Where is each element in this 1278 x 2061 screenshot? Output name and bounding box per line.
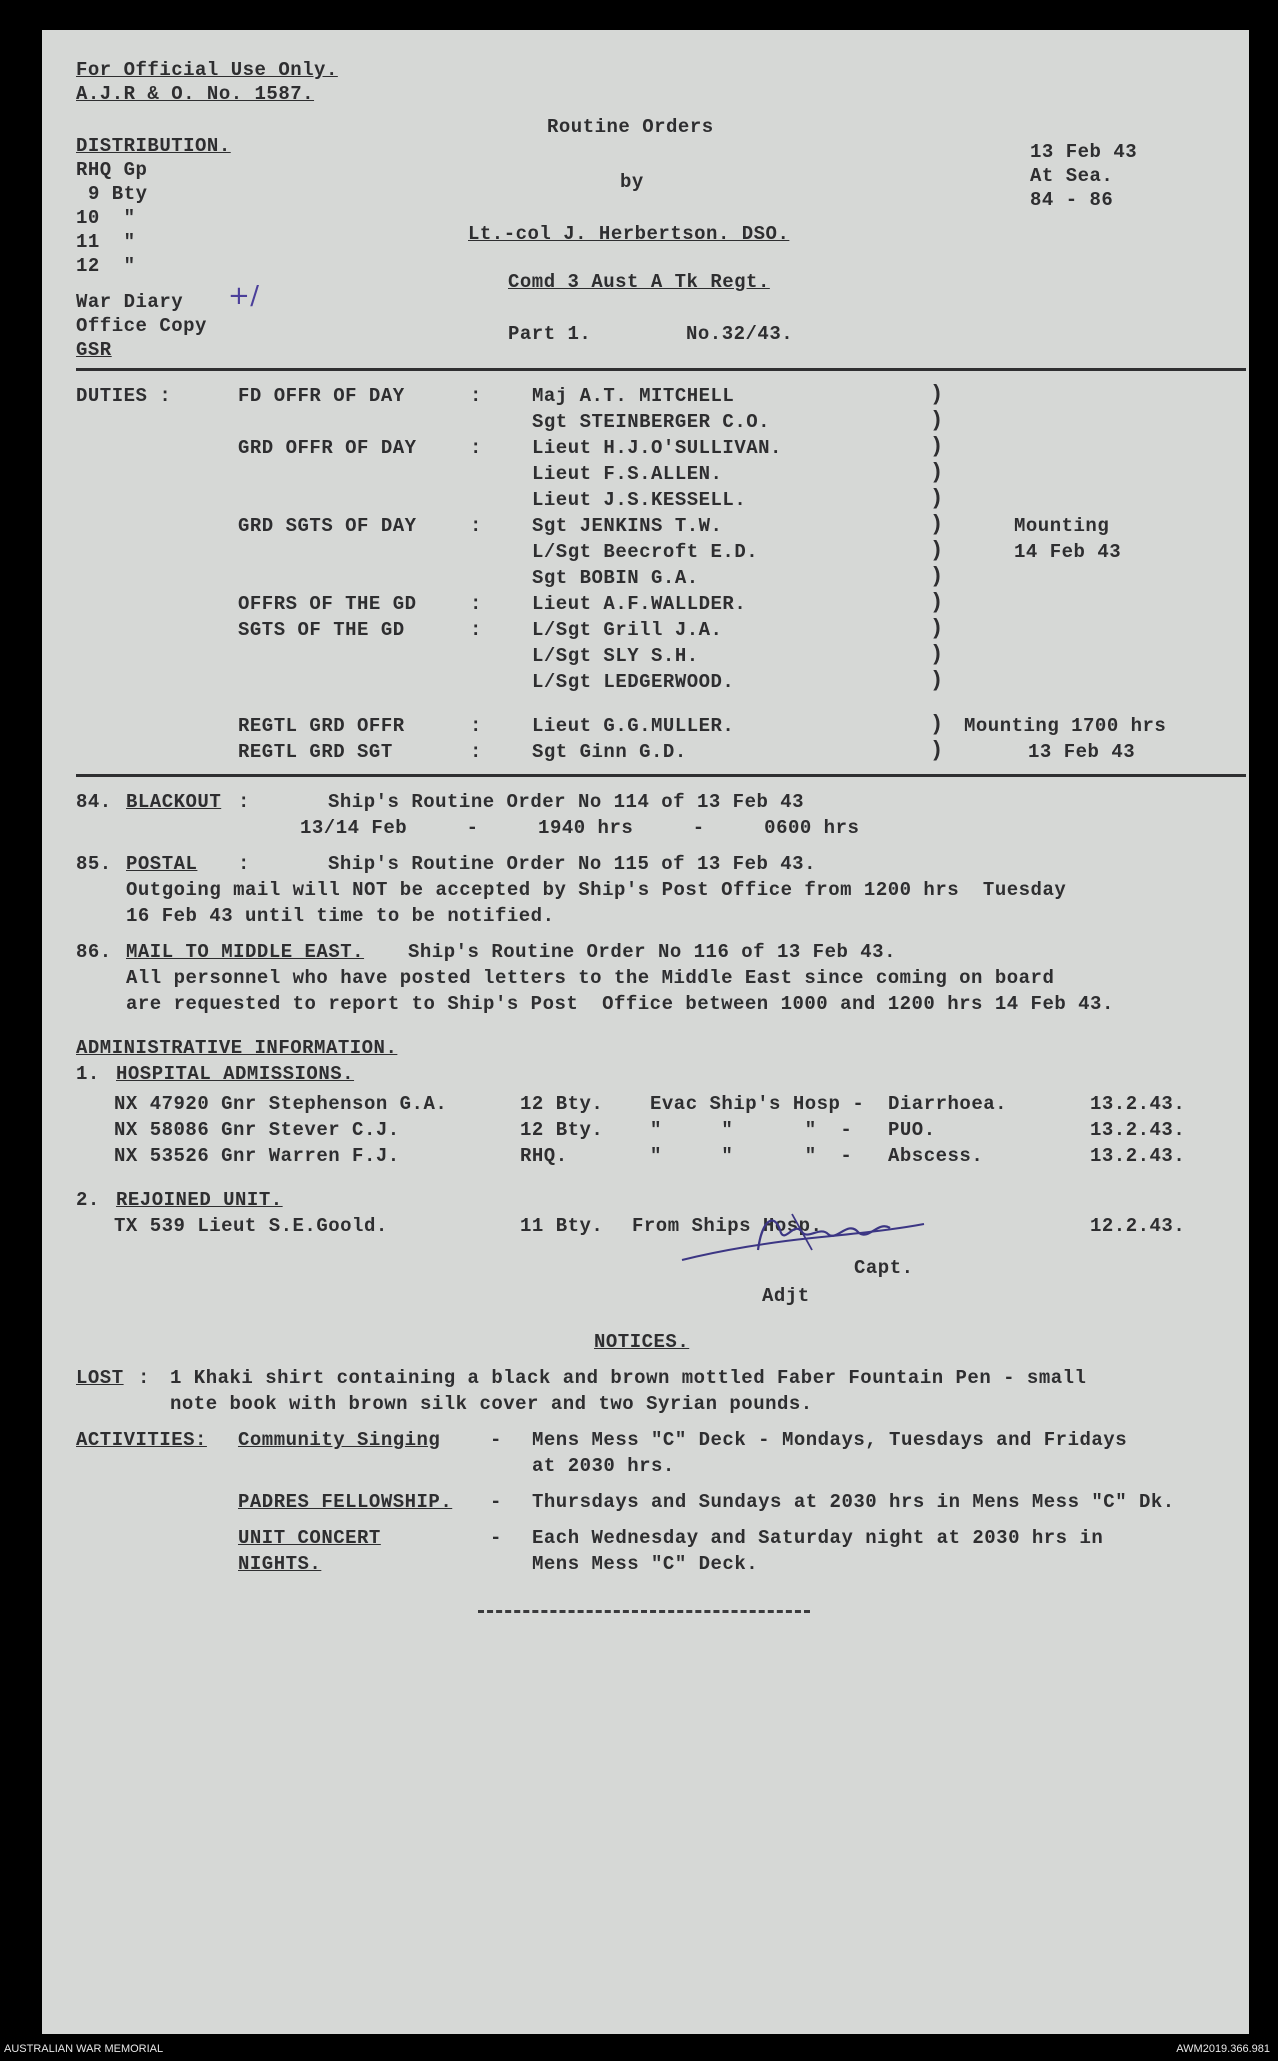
admin-row-reason: Abscess. xyxy=(888,1145,984,1167)
activity-line: Mens Mess "C" Deck. xyxy=(532,1553,759,1575)
commander-name: Lt.-col J. Herbertson. DSO. xyxy=(468,223,790,245)
regtl-name: Sgt Ginn G.D. xyxy=(532,741,687,763)
admin-row-id: NX 53526 Gnr Warren F.J. xyxy=(114,1145,400,1167)
admin-row-date: 13.2.43. xyxy=(1090,1093,1186,1115)
admin-section-num: 2. xyxy=(76,1189,100,1211)
activities-label: ACTIVITIES: xyxy=(76,1429,207,1451)
duty-name: Sgt STEINBERGER C.O. xyxy=(532,411,771,433)
distribution-item: 9 Bty xyxy=(88,183,148,205)
admin-row-unit: RHQ. xyxy=(520,1145,568,1167)
end-rule xyxy=(478,1610,810,1613)
activity-name: Community Singing xyxy=(238,1429,441,1451)
admin-row-unit: 12 Bty. xyxy=(520,1093,604,1115)
admin-row-where: From Ships Hosp. xyxy=(632,1215,823,1237)
admin-row-id: NX 58086 Gnr Stever C.J. xyxy=(114,1119,400,1141)
order-date: 13 Feb 43 xyxy=(1030,141,1138,163)
lost-line: note book with brown silk cover and two Syrian pounds. xyxy=(170,1393,813,1415)
duty-colon: : xyxy=(470,437,482,459)
regtl-colon: : xyxy=(470,741,482,763)
duty-name: Lieut J.S.KESSELL. xyxy=(532,489,747,511)
order-title: POSTAL xyxy=(126,853,198,875)
order-num: 85. xyxy=(76,853,112,875)
mounting-date: 14 Feb 43 xyxy=(1014,541,1122,563)
distribution-item: 11 " xyxy=(76,231,136,253)
activity-dash: - xyxy=(490,1491,502,1513)
admin-row-id: NX 47920 Gnr Stephenson G.A. xyxy=(114,1093,448,1115)
order-title: BLACKOUT xyxy=(126,791,222,813)
duty-name: L/Sgt Beecroft E.D. xyxy=(532,541,759,563)
footer-left: AUSTRALIAN WAR MEMORIAL xyxy=(4,2043,164,2055)
duty-name: Sgt JENKINS T.W. xyxy=(532,515,723,537)
admin-row-where: " " " - xyxy=(650,1145,853,1167)
duty-name: Lieut F.S.ALLEN. xyxy=(532,463,723,485)
part-label: Part 1. xyxy=(508,323,592,345)
activity-dash: - xyxy=(490,1527,502,1549)
header-rule xyxy=(76,368,1246,371)
activity-line: Mens Mess "C" Deck - Mondays, Tuesdays and Fridays xyxy=(532,1429,1128,1451)
handwritten-mark: +/ xyxy=(228,281,260,311)
order-number: No.32/43. xyxy=(686,323,794,345)
order-line: Ship's Routine Order No 116 of 13 Feb 43. xyxy=(408,941,896,963)
order-num: 84. xyxy=(76,791,112,813)
order-num: 86. xyxy=(76,941,112,963)
lost-label: LOST xyxy=(76,1367,124,1389)
command-unit: Comd 3 Aust A Tk Regt. xyxy=(508,271,770,293)
order-line: 16 Feb 43 until time to be notified. xyxy=(126,905,555,927)
distribution-item: GSR xyxy=(76,339,112,361)
admin-row-date: 12.2.43. xyxy=(1090,1215,1186,1237)
duties-heading: DUTIES : xyxy=(76,385,172,407)
admin-row-date: 13.2.43. xyxy=(1090,1119,1186,1141)
duty-colon: : xyxy=(470,515,482,537)
admin-section-title: REJOINED UNIT. xyxy=(116,1189,283,1211)
order-line: 13/14 Feb - 1940 hrs - 0600 hrs xyxy=(300,817,860,839)
mounting-label: Mounting xyxy=(1014,515,1110,537)
admin-row-reason: PUO. xyxy=(888,1119,936,1141)
distribution-item: RHQ Gp xyxy=(76,159,148,181)
admin-row-where: " " " - xyxy=(650,1119,853,1141)
admin-section-title: HOSPITAL ADMISSIONS. xyxy=(116,1063,355,1085)
distribution-item: 12 " xyxy=(76,255,136,277)
duty-name: Lieut A.F.WALLDER. xyxy=(532,593,747,615)
duty-role: OFFRS OF THE GD xyxy=(238,593,417,615)
official-use-label: For Official Use Only. xyxy=(76,59,338,81)
admin-row-where: Evac Ship's Hosp - xyxy=(650,1093,865,1115)
activity-name: NIGHTS. xyxy=(238,1553,322,1575)
activity-line: Each Wednesday and Saturday night at 2030 hrs in xyxy=(532,1527,1104,1549)
duty-role: GRD OFFR OF DAY xyxy=(238,437,417,459)
duty-name: L/Sgt SLY S.H. xyxy=(532,645,699,667)
distribution-item: Office Copy xyxy=(76,315,207,337)
duty-name: Sgt BOBIN G.A. xyxy=(532,567,699,589)
regtl-mounting: Mounting 1700 hrs xyxy=(964,715,1167,737)
regtl-role: REGTL GRD OFFR xyxy=(238,715,405,737)
signature-rank: Capt. xyxy=(854,1257,914,1279)
order-range: 84 - 86 xyxy=(1030,189,1114,211)
regtl-role: REGTL GRD SGT xyxy=(238,741,393,763)
admin-row-reason: Diarrhoea. xyxy=(888,1093,1008,1115)
distribution-heading: DISTRIBUTION. xyxy=(76,135,231,157)
activity-name: UNIT CONCERT xyxy=(238,1527,381,1549)
order-line: Ship's Routine Order No 115 of 13 Feb 43. xyxy=(328,853,816,875)
order-location: At Sea. xyxy=(1030,165,1114,187)
signature-role: Adjt xyxy=(762,1285,810,1307)
order-sep: : xyxy=(238,791,250,813)
duty-name: L/Sgt Grill J.A. xyxy=(532,619,723,641)
regtl-name: Lieut G.G.MULLER. xyxy=(532,715,735,737)
admin-row-unit: 12 Bty. xyxy=(520,1119,604,1141)
order-title: MAIL TO MIDDLE EAST. xyxy=(126,941,365,963)
activity-dash: - xyxy=(490,1429,502,1451)
order-line: All personnel who have posted letters to the Middle East since coming on board xyxy=(126,967,1055,989)
duty-colon: : xyxy=(470,593,482,615)
order-line: are requested to report to Ship's Post Office between 1000 and 1200 hrs 14 Feb 43. xyxy=(126,993,1114,1015)
regtl-date: 13 Feb 43 xyxy=(1028,741,1136,763)
distribution-item: 10 " xyxy=(76,207,136,229)
duty-name: Lieut H.J.O'SULLIVAN. xyxy=(532,437,782,459)
duty-role: GRD SGTS OF DAY xyxy=(238,515,417,537)
admin-heading: ADMINISTRATIVE INFORMATION. xyxy=(76,1037,398,1059)
duties-rule xyxy=(76,774,1246,777)
duty-name: Maj A.T. MITCHELL xyxy=(532,385,735,407)
regtl-colon: : xyxy=(470,715,482,737)
admin-row-id: TX 539 Lieut S.E.Goold. xyxy=(114,1215,388,1237)
order-line: Ship's Routine Order No 114 of 13 Feb 43 xyxy=(328,791,805,813)
lost-sep: : xyxy=(138,1367,150,1389)
duty-role: SGTS OF THE GD xyxy=(238,619,405,641)
admin-section-num: 1. xyxy=(76,1063,100,1085)
distribution-item: War Diary xyxy=(76,291,184,313)
duty-colon: : xyxy=(470,619,482,641)
duty-role: FD OFFR OF DAY xyxy=(238,385,405,407)
admin-row-date: 13.2.43. xyxy=(1090,1145,1186,1167)
duty-colon: : xyxy=(470,385,482,407)
activity-name: PADRES FELLOWSHIP. xyxy=(238,1491,453,1513)
document-page: For Official Use Only. A.J.R & O. No. 1587. DISTRIBUTION. RHQ Gp 9 Bty 10 " 11 " 12 " War Diary Office Copy GSR +/ Routine Orders by Lt.-col J. Herbertson. DSO. Comd 3 Aust A Tk Regt. Part 1. No.32/43. 13 Feb 43 At Sea. 84 - 86 DUTIES : FD OFFR OF DAY : Maj A.T. MITCHELL Sgt STEINBERGER C.O. GRD OFFR OF DAY : Lieut H.J.O'SULLIVAN. Lieut F.S.ALLEN. Lieut J.S.KESSELL. GRD SGTS OF DAY : Sgt JENKINS T.W. L/Sgt Beecroft E.D. Sgt BOBIN G.A. OFFRS OF THE GD : Lieut A.F.WALLDER. SGTS OF THE GD : L/Sgt Grill J.A. L/Sgt SLY S.H. L/Sgt LEDGERWOOD. ) ) ) ) ) ) ) ) ) ) ) ) ) ) Mounting 14 Feb 43 REGTL GRD OFFR : Lieut G.G.MULLER. REGTL GRD SGT : Sgt Ginn G.D. Mounting 1700 hrs 13 Feb 43 84. BLACKOUT : Ship's Routine Order No 114 of 13 Feb 43 13/14 Feb - 1940 hrs - 0600 hrs 85. POSTAL : Ship's Routine Order No 115 of 13 Feb 43. Outgoing mail will NOT be accepted by Ship's Post Office from 1200 hrs Tuesday 16 Feb 43 until time to be notified. 86. MAIL TO MIDDLE EAST. Ship's Routine Order No 116 of 13 Feb 43. All personnel who have posted letters to the Middle East since coming on board are requested to report to Ship's Post Office between 1000 and 1200 hrs 14 Feb 43. ADMINISTRATIVE INFORMATION. 1. HOSPITAL ADMISSIONS. NX 47920 Gnr Stephenson G.A. 12 Bty. Evac Ship's Hosp - Diarrhoea. 13.2.43. NX 58086 Gnr Stever C.J. 12 Bty. " " " - PUO. 13.2.43. NX 53526 Gnr Warren F.J. RHQ. " " " - Abscess. 13.2.43. 2. REJOINED UNIT. TX 539 Lieut S.E.Goold. 11 Bty. From Ships Hosp. 12.2.43. Capt. Adjt NOTICES. LOST : 1 Khaki shirt containing a black and brown mottled Faber Fountain Pen - small note book with brown silk cover and two Syrian pounds. ACTIVITIES: Community Singing - Mens Mess "C" Deck - Mondays, Tuesdays and Fridays at 2030 hrs. PADRES FELLOWSHIP. - Thursdays and Sundays at 2030 hrs in Mens Mess "C" Dk. UNIT CONCERT NIGHTS. - Each Wednesday and Saturday night at 2030 hrs in Mens Mess "C" Deck. xyxy=(42,30,1249,2034)
activity-line: at 2030 hrs. xyxy=(532,1455,675,1477)
document-title: Routine Orders xyxy=(547,116,714,138)
by-label: by xyxy=(620,171,644,193)
notices-heading: NOTICES. xyxy=(594,1331,690,1353)
duty-name: L/Sgt LEDGERWOOD. xyxy=(532,671,735,693)
lost-line: 1 Khaki shirt containing a black and brown mottled Faber Fountain Pen - small xyxy=(170,1367,1087,1389)
admin-row-unit: 11 Bty. xyxy=(520,1215,604,1237)
order-line: Outgoing mail will NOT be accepted by Ship's Post Office from 1200 hrs Tuesday xyxy=(126,879,1067,901)
activity-line: Thursdays and Sundays at 2030 hrs in Mens Mess "C" Dk. xyxy=(532,1491,1175,1513)
reference-number: A.J.R & O. No. 1587. xyxy=(76,83,315,105)
order-sep: : xyxy=(238,853,250,875)
footer-right: AWM2019.366.981 xyxy=(1176,2043,1270,2055)
